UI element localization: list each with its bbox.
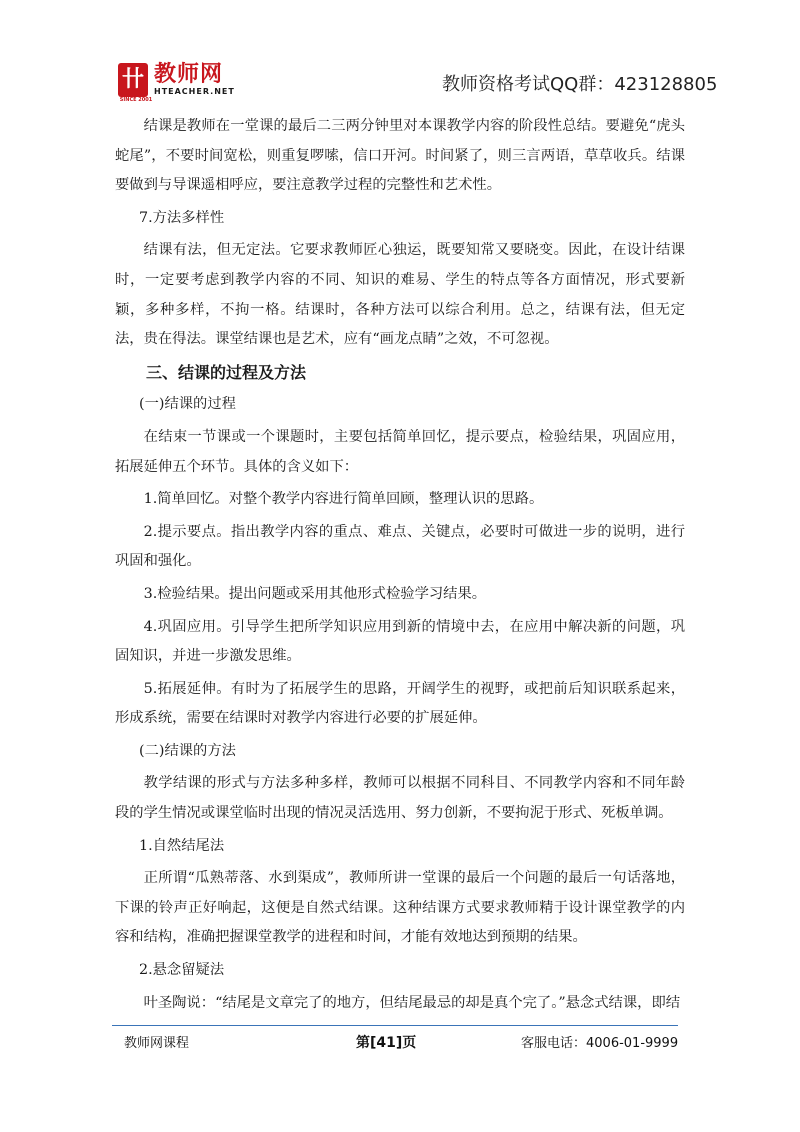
page-number: 第[41]页 [356, 1035, 417, 1051]
list-item: 1.简单回忆。对整个教学内容进行简单回顾，整理认识的思路。 [143, 491, 544, 508]
paragraph: 叶圣陶说：“结尾是文章完了的地方，但结尾最忌的却是真个完了。”悬念式结课，即结 [143, 994, 681, 1011]
subheading-7: 7.方法多样性 [139, 209, 225, 226]
paragraph: 结课是教师在一堂课的最后二三两分钟里对本课教学内容的阶段性总结。要避免“虎头蛇尾”，不要时间宽松，则重复啰嗦，信口开河。时间紧了，则三言两语，草草收兵。结课要做到与导课遥相呼应，要注意教学过程的完整性和艺术性。 [115, 118, 685, 194]
list-item: 4.巩固应用。引导学生把所学知识应用到新的情境中去，在应用中解决新的问题，巩固知识，并进一步激发思维。 [115, 618, 685, 665]
logo-since: SINCE 2001 [119, 97, 153, 103]
subheading-methods: (二)结课的方法 [139, 742, 236, 759]
logo-mark-icon [118, 63, 153, 103]
logo-text [154, 63, 235, 97]
paragraph: 正所谓“瓜熟蒂落、水到渠成”，教师所讲一堂课的最后一个问题的最后一句话落地，下课的铃声正好响起，这便是自然式结课。这种结课方式要求教师精于设计课堂教学的内容和结构，准确把握课堂教学的进程和时间，才能有效地达到预期的结果。 [115, 870, 685, 946]
page-header [0, 0, 800, 103]
logo-cn: 教师网 [154, 62, 224, 87]
list-item: 5.拓展延伸。有时为了拓展学生的思路，开阔学生的视野，或把前后知识联系起来，形成系统，需要在结课时对教学内容进行必要的扩展延伸。 [115, 680, 685, 727]
method-heading: 1.自然结尾法 [139, 837, 225, 854]
footer-divider [112, 1025, 678, 1026]
logo [118, 62, 235, 103]
section-heading: 三、结课的过程及方法 [146, 362, 307, 382]
logo-en: HTEACHER.NET [154, 87, 235, 96]
logo-mark-glyph: 卄 [121, 67, 144, 92]
method-heading: 2.悬念留疑法 [139, 962, 225, 979]
paragraph: 在结束一节课或一个课题时，主要包括简单回忆，提示要点，检验结果，巩固应用，拓展延伸五个环节。具体的含义如下： [115, 428, 685, 475]
subheading-process: (一)结课的过程 [139, 396, 236, 413]
list-item: 3.检验结果。提出问题或采用其他形式检验学习结果。 [143, 585, 487, 602]
list-item: 2.提示要点。指出教学内容的重点、难点、关键点，必要时可做进一步的说明，进行巩固和强化。 [115, 523, 685, 570]
footer-left: 教师网课程 [124, 1036, 190, 1051]
paragraph: 结课有法，但无定法。它要求教师匠心独运，既要知常又要晓变。因此，在设计结课时，一定要考虑到教学内容的不同、知识的难易、学生的特点等各方面情况，形式要新颖，多种多样，不拘一格。结课时，各种方法可以综合利用。总之，结课有法，但无定法，贵在得法。课堂结课也是艺术，应有“画龙点睛”之效，不可忽视。 [115, 242, 685, 348]
document-body [115, 112, 685, 1018]
paragraph: 教学结课的形式与方法多种多样，教师可以根据不同科目、不同教学内容和不同年龄段的学生情况或课堂临时出现的情况灵活选用、努力创新，不要拘泥于形式、死板单调。 [115, 775, 685, 822]
qq-group: 教师资格考试QQ群：423128805 [442, 74, 718, 95]
footer-phone: 客服电话：4006-01-9999 [521, 1036, 679, 1051]
